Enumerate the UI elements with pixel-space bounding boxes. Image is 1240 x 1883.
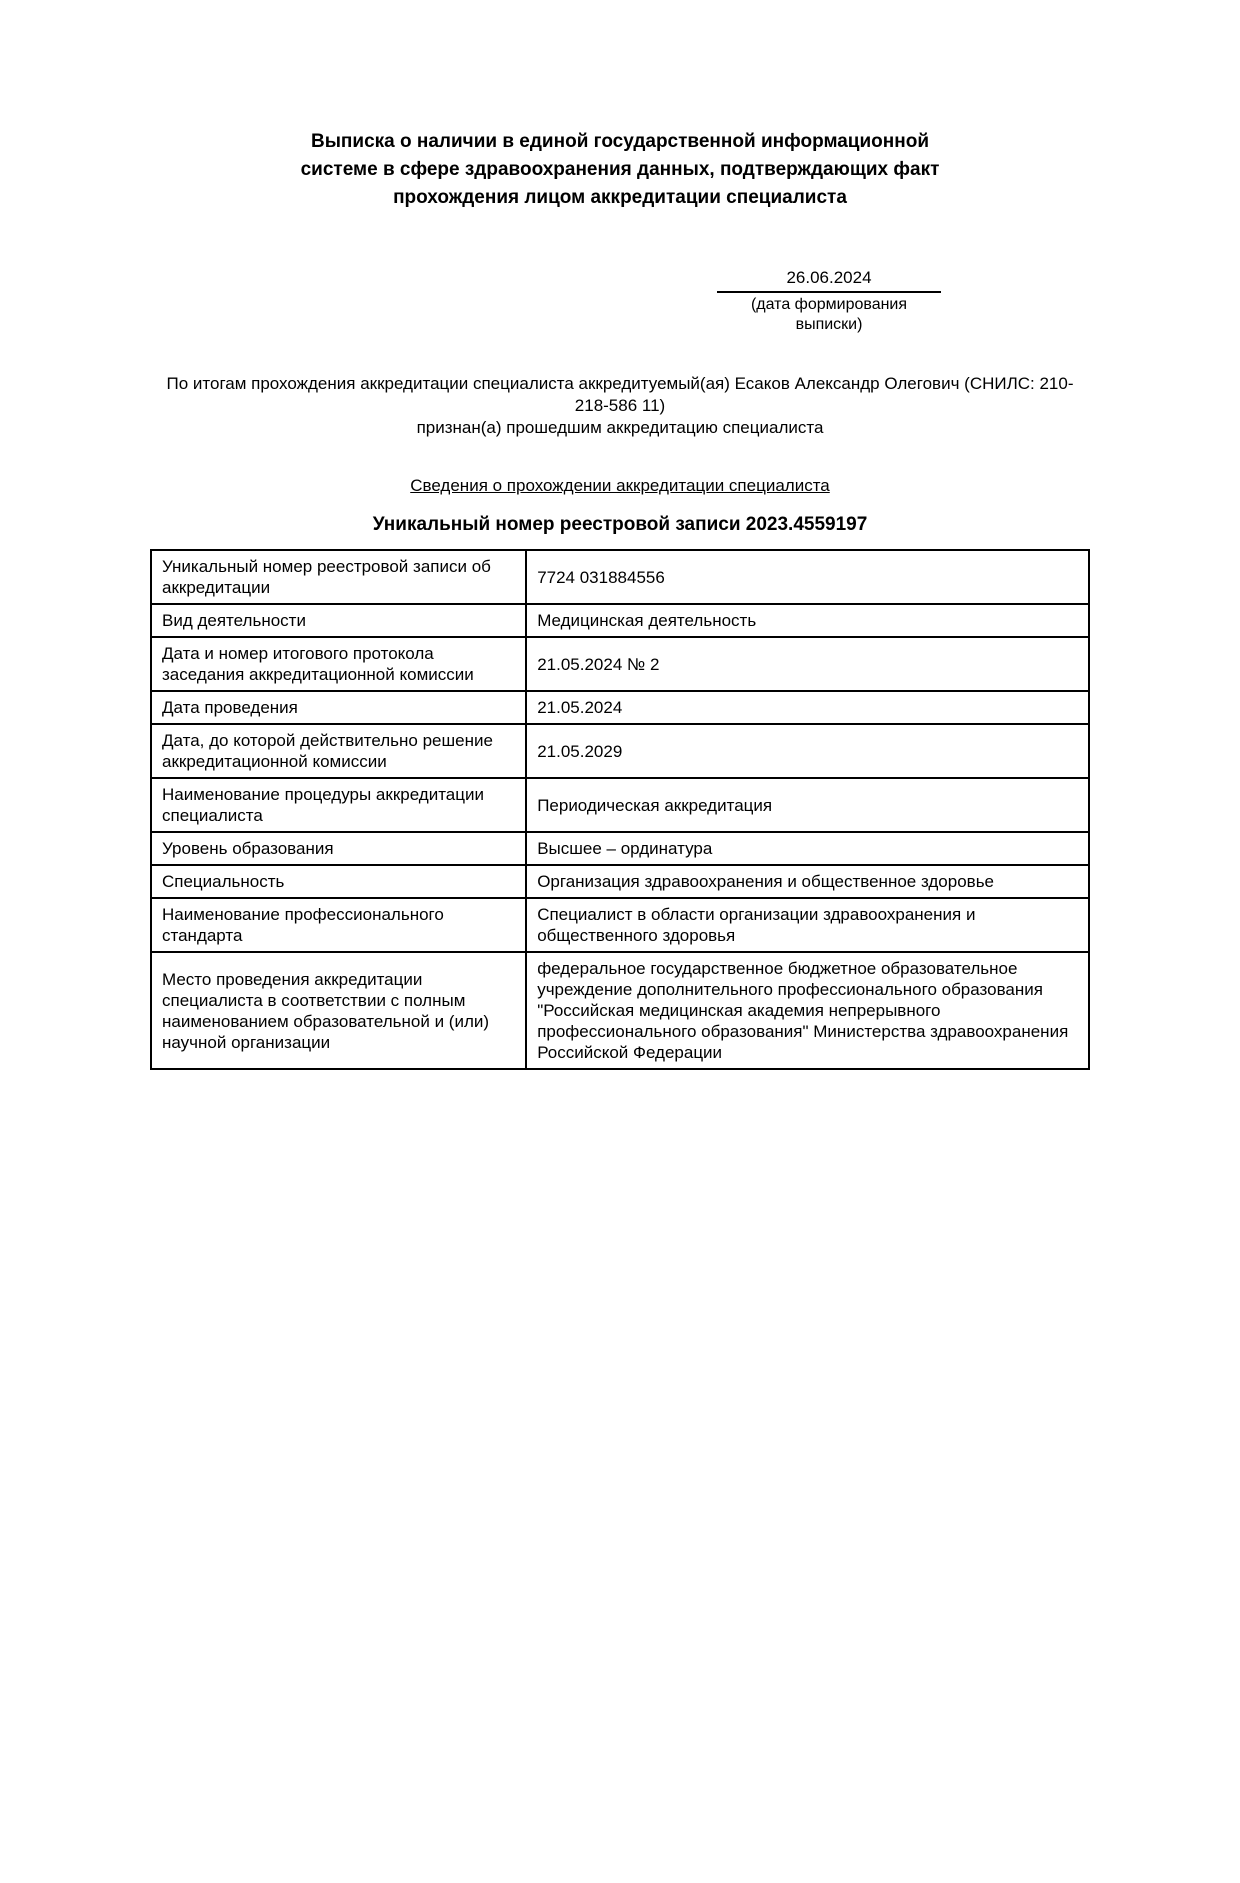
table-row-label: Наименование профессионального стандарта [151,898,526,952]
table-row-label: Дата проведения [151,691,526,724]
table-row [151,691,1089,724]
table-row-value: федеральное государственное бюджетное образовательное учреждение дополнительного профессионального образования "Российская медицинская академия непрерывного профессионального образования" Министерства здравоохранения Российской Федерации [526,952,1089,1069]
table-row [151,832,1089,865]
extract-date-block [717,267,941,335]
table-row [151,952,1089,1069]
table-row-label: Уровень образования [151,832,526,865]
table-row-label: Специальность [151,865,526,898]
table-row [151,724,1089,778]
table-row [151,637,1089,691]
document-title-line: системе в сфере здравоохранения данных, подтверждающих факт [300,159,940,180]
document-page [0,128,1240,1883]
accreditation-summary-line: признан(а) прошедшим аккредитацию специалиста [416,418,824,437]
table-row-label: Наименование процедуры аккредитации специалиста [151,778,526,832]
table-row-value: Медицинская деятельность [526,604,1089,637]
table-row-label: Дата и номер итогового протокола заседания аккредитационной комиссии [151,637,526,691]
extract-date-value: 26.06.2024 [717,267,941,293]
table-row-value: 21.05.2024 № 2 [526,637,1089,691]
registry-record-number: Уникальный номер реестровой записи 2023.4559197 [372,514,868,535]
table-row-value: Высшее – ординатура [526,832,1089,865]
table-row [151,550,1089,604]
table-row-value: Специалист в области организации здравоохранения и общественного здоровья [526,898,1089,952]
accreditation-details-table [150,549,1090,1070]
table-row-label: Уникальный номер реестровой записи об аккредитации [151,550,526,604]
table-row-value: 21.05.2024 [526,691,1089,724]
table-row-label: Дата, до которой действительно решение аккредитационной комиссии [151,724,526,778]
table-row [151,898,1089,952]
document-title [150,128,1090,212]
extract-date-caption: (дата формирования выписки) [750,296,908,333]
table-row [151,778,1089,832]
table-row-label: Вид деятельности [151,604,526,637]
table-row [151,604,1089,637]
table-row-value: 7724 031884556 [526,550,1089,604]
table-row-value: 21.05.2029 [526,724,1089,778]
document-title-line: прохождения лицом аккредитации специалиста [393,187,847,208]
table-row-value: Организация здравоохранения и общественное здоровье [526,865,1089,898]
table-row-value: Периодическая аккредитация [526,778,1089,832]
section-header [150,475,1090,497]
section-header-text: Сведения о прохождении аккредитации специалиста [410,476,830,495]
table-row [151,865,1089,898]
document-title-line: Выписка о наличии в единой государственной информационной [310,131,930,152]
table-row-label: Место проведения аккредитации специалиста в соответствии с полным наименованием образовательной и (или) научной организации [151,952,526,1069]
accreditation-summary-line: По итогам прохождения аккредитации специалиста аккредитуемый(ая) Есаков Александр Олегович (СНИЛС: 210-218-586 11) [166,374,1074,415]
accreditation-summary [150,373,1090,439]
